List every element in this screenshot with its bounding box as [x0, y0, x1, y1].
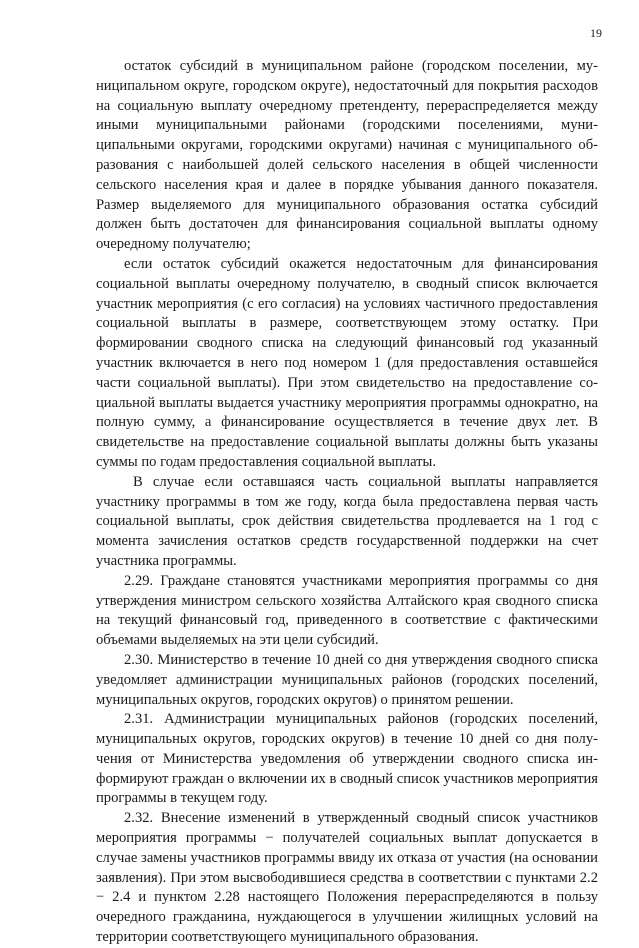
- page-number: 19: [590, 26, 602, 40]
- paragraph-subsidy-remainder: остаток субсидий в муниципальном районе (городском поселении, муниципальном округе, городском округе), недостаточный для покрытия расходов на социальную выплату очередному претенденту, перераспределяется между иными муниципальными районами (городскими поселениями, муниципальными округами, городскими округами) начиная с муниципального образования с наибольшей долей сельского населения в общей численности сельского населения края и далее в порядке убывания данного показателя. Размер выделяемого для муниципального образования остатка субсидий должен быть достаточен для финансирования социальной выплаты одному очередному получателю;: [96, 58, 598, 253]
- paragraph-clause-2-30: 2.30. Министерство в течение 10 дней со дня утверждения сводного списка уведомляет администрации муниципальных районов (городских поселений, муниципальных округов, городских округов) о принятом решении.: [96, 651, 598, 708]
- paragraph-clause-2-31: 2.31. Администрации муниципальных районов (городских поселений, муниципальных округов, городских округов) в течение 10 дней со дня получения от Министерства уведомления об утверждении сводного списка информируют граждан о включении их в сводный список участников мероприятия программы в текущем году.: [96, 711, 598, 807]
- document-body: [96, 57, 598, 948]
- paragraph-clause-2-29: 2.29. Граждане становятся участниками мероприятия программы со дня утверждения министром сельского хозяйства Алтайского края сводного списка на текущий финансовый год, приведенного в соответствие с фактическими объемами выделяемых на эти цели субсидий.: [96, 572, 598, 649]
- paragraph-insufficient-remainder: если остаток субсидий окажется недостаточным для финансирования социальной выплаты очередному получателю, в сводный список включается участник мероприятия (с его согласия) на условиях частичного предоставления социальной выплаты в размере, соответствующем этому остатку. При формировании сводного списка на следующий финансовый год указанный участник включается в него под номером 1 (для предоставления оставшейся части социальной выплаты). При этом свидетельство на предоставление социальной выплаты выдается участнику мероприятия программы однократно, на полную сумму, а финансирование осуществляется в течение двух лет. В свидетельстве на предоставление социальной выплаты должны быть указаны суммы по годам предоставления социальной выплаты.: [96, 255, 598, 470]
- paragraph-remaining-payment: В случае если оставшаяся часть социальной выплаты направляется участнику программы в том же году, когда была предоставлена первая часть социальной выплаты, срок действия свидетельства продлевается на 1 год с момента зачисления остатков средств государственной поддержки на счет участника программы.: [96, 473, 598, 569]
- paragraph-clause-2-32: 2.32. Внесение изменений в утвержденный сводный список участников мероприятия программы − получателей социальных выплат допускается в случае замены участников программы ввиду их отказа от участия (на основании заявления). При этом высвободившиеся средства в соответствии с пунктами 2.2 − 2.4 и пунктом 2.28 настоящего Положения перераспределяются в пользу очередного гражданина, нуждающегося в улучшении жилищных условий на территории соответствующего муниципального образования.: [96, 810, 598, 946]
